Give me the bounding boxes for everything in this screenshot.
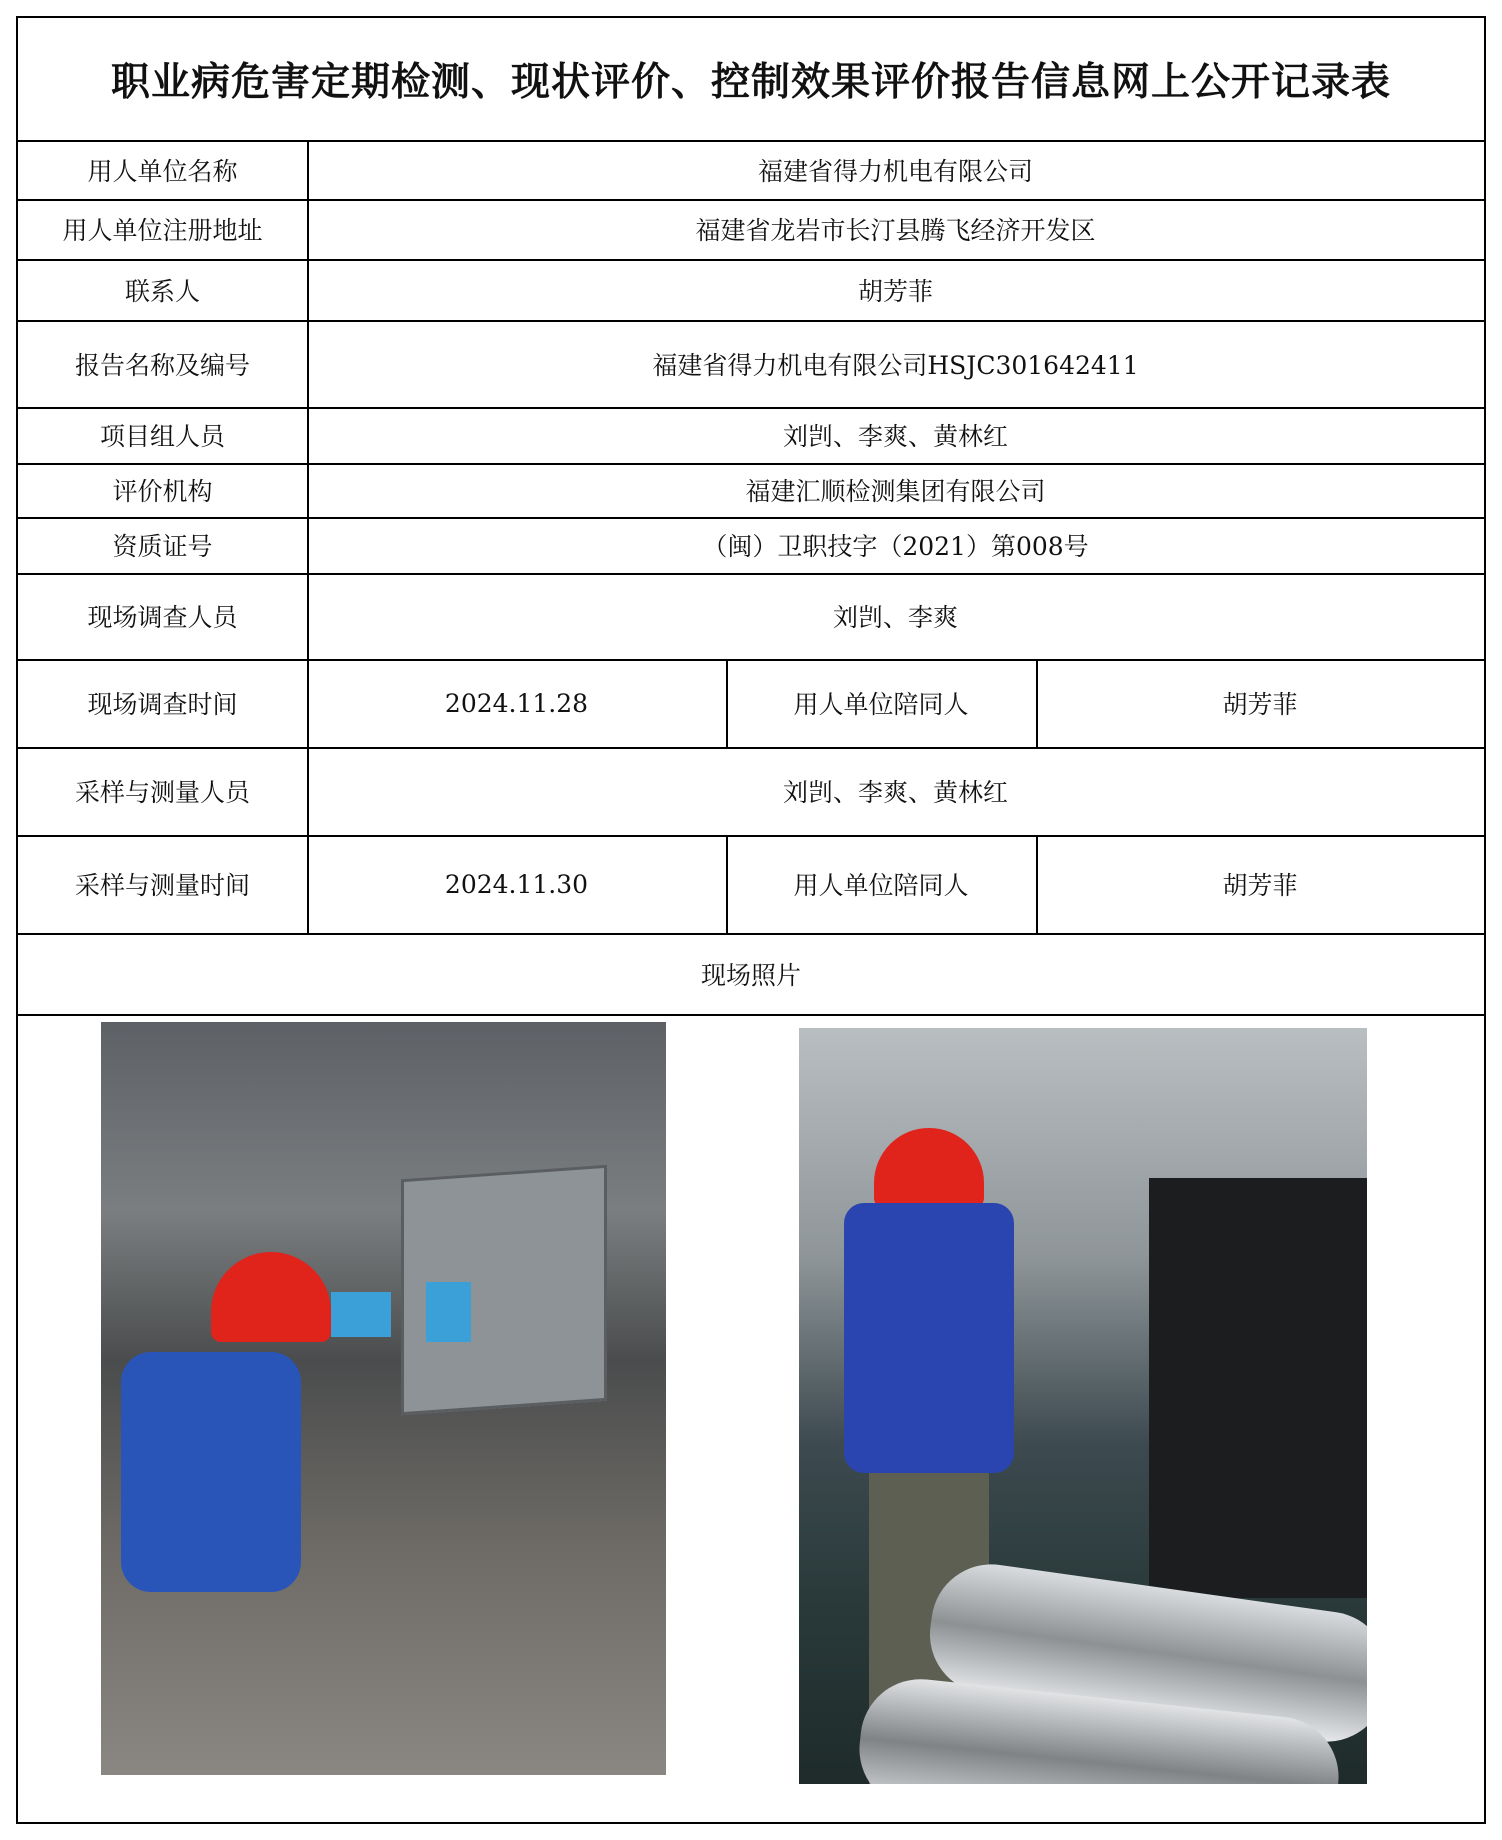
blue-vest — [121, 1352, 301, 1592]
cert-label: 资质证号 — [112, 532, 213, 561]
survey-time-value: 2024.11.28 — [444, 688, 589, 718]
agency-value: 福建汇顺检测集团有限公司 — [745, 477, 1046, 506]
cnc-machine — [1149, 1178, 1367, 1598]
sampling-escort-value: 胡芳菲 — [1222, 871, 1298, 900]
sampling-time-label: 采样与测量时间 — [74, 871, 250, 900]
sampling-staff-label: 采样与测量人员 — [74, 778, 250, 807]
cert-value: （闽）卫职技字（2021）第008号 — [702, 532, 1089, 561]
survey-escort-label: 用人单位陪同人 — [793, 690, 969, 719]
page-title: 职业病危害定期检测、现状评价、控制效果评价报告信息网上公开记录表 — [110, 59, 1391, 105]
survey-staff-label: 现场调查人员 — [87, 603, 238, 632]
contact-value: 胡芳菲 — [857, 276, 933, 306]
contact-label: 联系人 — [124, 276, 200, 306]
employer-name-value: 福建省得力机电有限公司 — [757, 156, 1033, 186]
sampling-escort-label: 用人单位陪同人 — [793, 871, 969, 900]
record-table — [16, 16, 1486, 1824]
blue-vest — [844, 1203, 1014, 1473]
report-label: 报告名称及编号 — [74, 350, 250, 380]
red-helmet — [874, 1128, 984, 1208]
employer-address-label: 用人单位注册地址 — [62, 216, 263, 245]
employer-address-value: 福建省龙岩市长汀县腾飞经济开发区 — [695, 216, 1096, 245]
sampler-device — [426, 1282, 471, 1342]
sampler-device — [331, 1292, 391, 1337]
employer-name-label: 用人单位名称 — [87, 156, 238, 186]
divider — [18, 1014, 1484, 1016]
survey-time-label: 现场调查时间 — [87, 690, 238, 719]
team-value: 刘剀、李爽、黄林红 — [782, 422, 1008, 451]
survey-staff-value: 刘剀、李爽 — [832, 603, 958, 632]
sampling-time-value: 2024.11.30 — [444, 869, 589, 899]
site-photo-welding-area — [101, 1022, 666, 1775]
sampling-staff-value: 刘剀、李爽、黄林红 — [782, 778, 1008, 807]
red-helmet — [211, 1252, 331, 1342]
site-photo-cnc-area — [799, 1028, 1367, 1784]
report-value: 福建省得力机电有限公司HSJC301642411 — [652, 350, 1139, 380]
team-label: 项目组人员 — [99, 422, 225, 451]
survey-escort-value: 胡芳菲 — [1222, 690, 1298, 719]
agency-label: 评价机构 — [112, 477, 213, 506]
photos-label: 现场照片 — [700, 960, 801, 990]
